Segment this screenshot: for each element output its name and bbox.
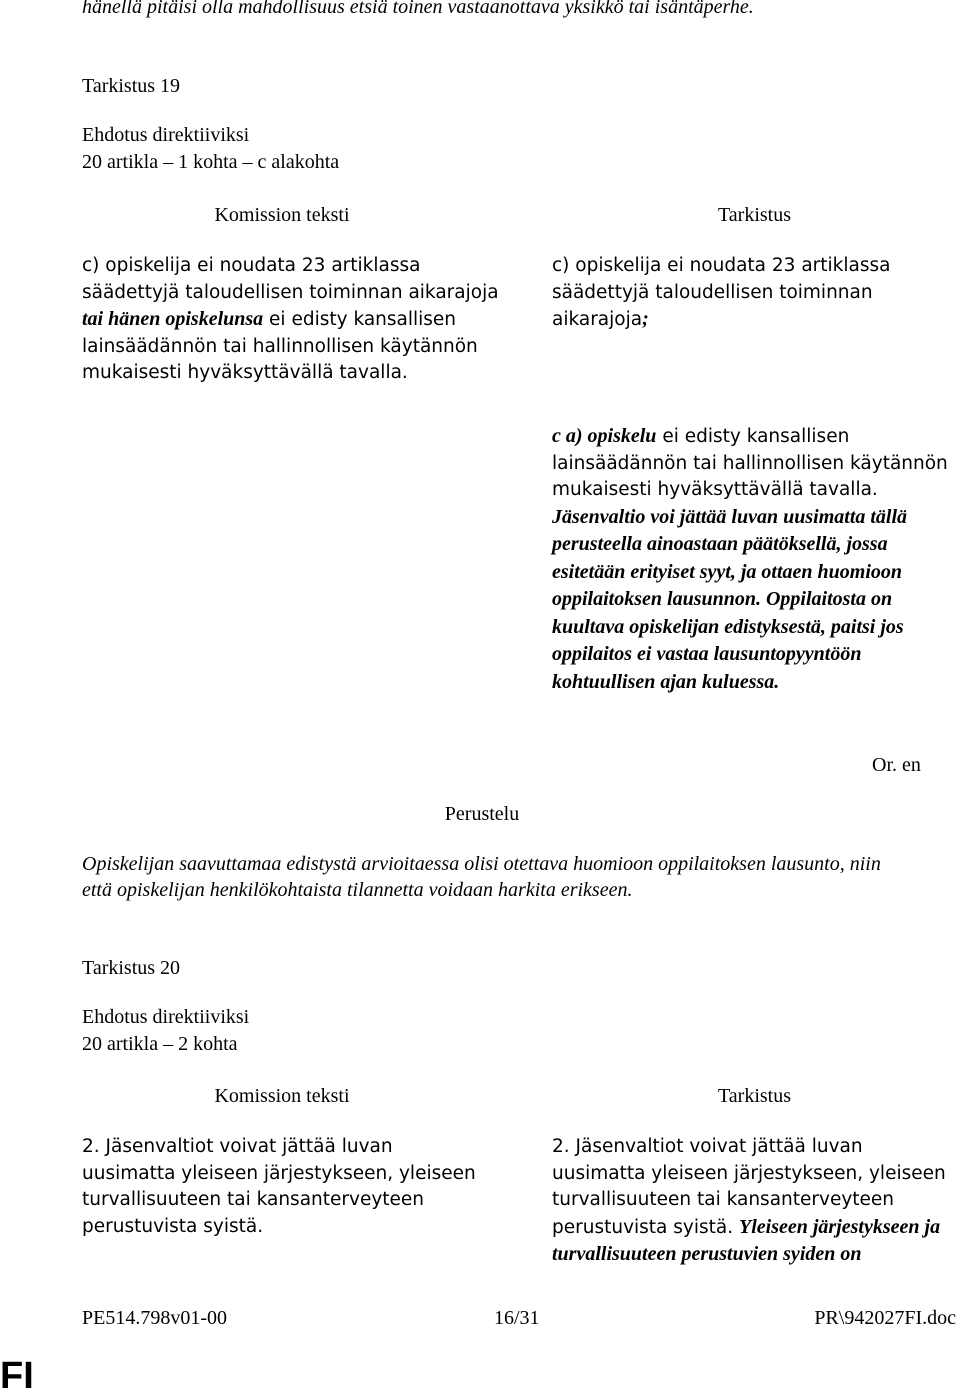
amendment-header-20: Tarkistus	[717, 1085, 792, 1107]
commission-text-19-deleted: tai hänen opiskelunsa	[82, 308, 264, 330]
commission-text-header: Komission teksti	[214, 204, 350, 226]
amendment-19-proposal: Ehdotus direktiiviksi	[82, 124, 250, 146]
amendment-text-19-ca-label: c a) opiskelu	[552, 425, 657, 447]
commission-text-19-part3: ei edisty kansallisen lainsäädännön tai hallinnollisen käytännön mukaisesti hyväksyttävällä tavalla.	[82, 309, 478, 383]
commission-text-19	[82, 253, 502, 387]
amendment-text-20-part1: 2. Jäsenvaltiot voivat jättää luvan uusimatta yleiseen järjestykseen, yleiseen turvallisuuteen tai kansanterveyteen perustuvista syistä.	[552, 1136, 946, 1238]
amendment-text-19-ca-added: Jäsenvaltio voi jättää luvan uusimatta tällä perusteella ainoastaan päätöksellä, jossa esitetään erityiset syyt, ja ottaen huomioon oppilaitoksen lausunnon. Oppilaitosta on kuultava opiskelijan edistyksestä, paitsi jos oppilaitos ei vastaa lausuntopyyntöön kohtuullisen ajan kuluessa.	[552, 505, 908, 693]
continued-text-line: hänellä pitäisi olla mahdollisuus etsiä toinen vastaanottava yksikkö tai isäntäperhe.	[82, 0, 754, 18]
amendment-text-19-c-semicolon: ;	[642, 308, 649, 330]
justification-text: Opiskelijan saavuttamaa edistystä arvioitaessa olisi otettava huomioon oppilaitoksen lausunto, niin että opiskelijan henkilökohtaista tilannetta voidaan harkita erikseen.	[82, 853, 881, 901]
amendment-20-title: Tarkistus 20	[82, 957, 181, 979]
amendment-header: Tarkistus	[717, 204, 792, 226]
amendment-text-20	[552, 1134, 952, 1269]
amendment-text-19-c-part1: c) opiskelija ei noudata 23 artiklassa säädettyjä taloudellisen toiminnan aikarajoja	[552, 255, 891, 330]
commission-text-header-20: Komission teksti	[214, 1085, 350, 1107]
amendment-text-20-added: Yleiseen järjestykseen ja turvallisuuteen perustuvien syiden on	[552, 1215, 941, 1265]
amendment-20-proposal: Ehdotus direktiiviksi	[82, 1006, 250, 1028]
commission-text-19-part1: c) opiskelija ei noudata 23 artiklassa säädettyjä taloudellisen toiminnan aikarajoja	[82, 255, 499, 303]
language-code: FI	[0, 1355, 34, 1397]
footer-doc-ref: PE514.798v01-00	[82, 1307, 227, 1329]
amendment-20-reference: 20 artikla – 2 kohta	[82, 1033, 238, 1055]
amendment-19-reference: 20 artikla – 1 kohta – c alakohta	[82, 151, 340, 173]
amendment-text-19-ca	[552, 423, 957, 696]
justification-header: Perustelu	[444, 803, 520, 825]
amendment-19-title: Tarkistus 19	[82, 75, 181, 97]
footer-file-name: PR\942027FI.doc	[814, 1307, 956, 1329]
amendment-text-19-ca-part2: ei edisty kansallisen lainsäädännön tai hallinnollisen käytännön mukaisesti hyväksyttävällä tavalla.	[552, 426, 948, 500]
amendment-text-19-c	[552, 253, 892, 334]
commission-text-20: 2. Jäsenvaltiot voivat jättää luvan uusimatta yleiseen järjestykseen, yleiseen turvallisuuteen tai kansanterveyteen perustuvista syistä.	[82, 1136, 476, 1237]
footer-page-number: 16/31	[494, 1307, 540, 1329]
original-language: Or. en	[872, 754, 921, 776]
